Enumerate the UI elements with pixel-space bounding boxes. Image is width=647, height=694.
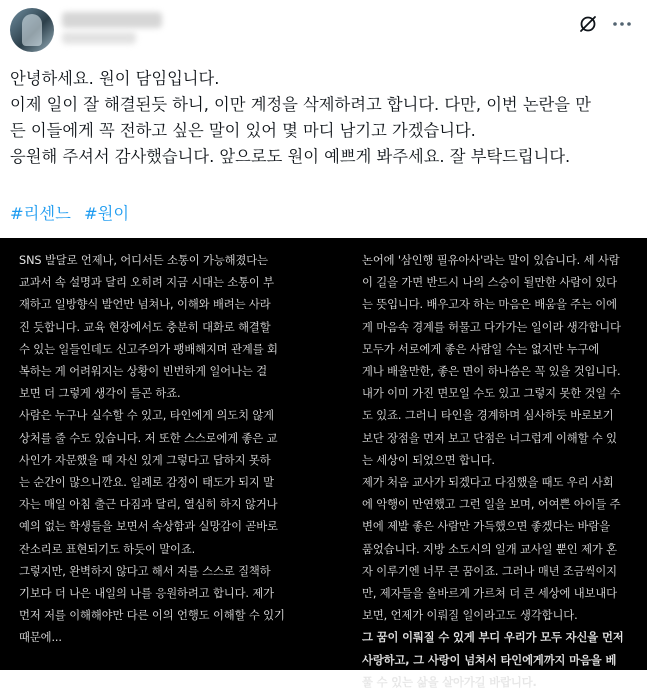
hashtags (10, 200, 137, 224)
more-icon[interactable] (610, 12, 634, 36)
handle-blurred[interactable] (62, 32, 136, 44)
letter-line: 만, 제자들을 올바르게 가르쳐 더 큰 세상에 내보내다 (362, 587, 617, 601)
letter-line: 때문에... (19, 631, 62, 645)
hashtag-link[interactable]: #리센느 (10, 204, 71, 223)
attached-letter-image[interactable] (0, 238, 647, 689)
tweet-text (10, 66, 640, 170)
letter-line: 사람은 누구나 실수할 수 있고, 타인에게 의도치 않게 (19, 409, 274, 423)
letter-line: 에 악행이 만연했고 그런 일을 보며, 어여쁜 아이들 주 (362, 498, 621, 512)
letter-line: 는 세상이 되었으면 합니다. (362, 453, 495, 467)
letter-line: 진 듯합니다. 교육 현장에서도 충분히 대화로 해결할 (19, 320, 271, 334)
letter-line: 자는 매일 아침 출근 다짐과 달리, 열심히 하지 않거나 (19, 498, 278, 512)
letter-line: 변에 제발 좋은 사람만 가득했으면 좋겠다는 바람을 (362, 520, 611, 534)
tweet-line: 든 이들에게 꼭 전하고 싶은 말이 있어 몇 마디 남기고 가겠습니다. (10, 121, 476, 140)
tweet-line: 이제 일이 잘 해결된듯 하니, 이만 계정을 삭제하려고 합니다. 다만, 이번 논란을 만 (10, 95, 591, 114)
letter-line: 사인가 자문했을 때 자신 있게 그렇다고 답하지 못하 (19, 453, 271, 467)
letter-line: 이 길을 가면 반드시 나의 스승이 될만한 사람이 있다 (362, 276, 617, 290)
letter-line: 기보다 더 나은 내일의 나를 응원하려고 합니다. 제가 (19, 587, 274, 601)
letter-line: 는 순간이 많으니깐요. 일례로 감정이 태도가 되지 말 (19, 476, 274, 490)
letter-line: 품었습니다. 지방 소도시의 일개 교사일 뿐인 제가 혼 (362, 542, 617, 556)
letter-left-column (19, 250, 319, 650)
hashtag-link[interactable]: #원이 (84, 204, 130, 223)
display-name-blurred[interactable] (62, 12, 162, 28)
letter-line: 내가 이미 가진 면모일 수도 있고 그렇지 못한 것일 수 (362, 387, 621, 401)
letter-line: 모두가 서로에게 좋은 사람일 수는 없지만 누구에 (362, 342, 600, 356)
letter-line: 복하는 게 어려워지는 상황이 빈번하게 일어나는 걸 (19, 365, 268, 379)
letter-line: 먼저 저를 이해해야만 다른 이의 언행도 이해할 수 있기 (19, 609, 285, 623)
letter-line: 보면 더 그렇게 생각이 들곤 하죠. (19, 387, 181, 401)
letter-line: SNS 발달로 언제나, 어디서든 소통이 가능해졌다는 (19, 254, 268, 267)
letter-line: 그렇지만, 완벽하지 않다고 해서 저를 스스로 질책하 (19, 564, 271, 578)
letter-line: 보면, 언제가 이뤄질 일이라고도 생각합니다. (362, 609, 578, 623)
letter-line: 수 있는 일들인데도 신고주의가 팽배해지며 관계를 회 (19, 342, 278, 356)
letter-line: 제가 처음 교사가 되겠다고 다짐했을 때도 우리 사회 (362, 476, 614, 490)
letter-line: 잔소리로 표현되기도 하듯이 말이죠. (19, 542, 196, 556)
letter-line: 게나 배울만한, 좋은 면이 하나씀은 꼭 있을 것입니다. (362, 365, 621, 379)
grok-icon[interactable] (578, 14, 598, 34)
letter-line: 보단 장점을 먼저 보고 단점은 너그럽게 이해할 수 있 (362, 431, 617, 445)
letter-line: 는 뜻입니다. 배우고자 하는 마음은 배움을 주는 이에 (362, 298, 617, 312)
letter-line: 상처를 줄 수도 있습니다. 저 또한 스스로에게 좋은 교 (19, 431, 278, 445)
letter-line: 재하고 일방향식 발언만 넘쳐나, 이해와 배려는 사라 (19, 298, 271, 312)
letter-line: 교과서 속 설명과 달리 오히려 지금 시대는 소통이 부 (19, 276, 274, 290)
letter-line: 자 이루기엔 너무 큰 꿈이죠. 그러나 매년 조금씩이지 (362, 564, 617, 578)
tweet-header (0, 0, 647, 70)
letter-line: 그 꿈이 이뤄질 수 있게 부디 우리가 모두 자신을 먼저 (362, 631, 624, 645)
tweet-line: 안녕하세요. 원이 담임입니다. (10, 69, 220, 88)
letter-right-column (362, 250, 634, 694)
avatar[interactable] (10, 8, 54, 52)
letter-line: 사랑하고, 그 사랑이 넘쳐서 타인에게까지 마음을 베 (362, 653, 617, 667)
letter-line: 도 있죠. 그러니 타인을 경계하며 심사하듯 바로보기 (362, 409, 614, 423)
letter-line: 예의 없는 학생들을 보면서 속상함과 실망감이 곧바로 (19, 520, 278, 534)
letter-line: 게 마음속 경계를 허물고 다가가는 일이라 생각합니다 (362, 320, 621, 334)
tweet-line: 응원해 주셔서 감사했습니다. 앞으로도 원이 예쁘게 봐주세요. 잘 부탁드립니다. (10, 147, 571, 166)
letter-line: 논어에 '삼인행 필유아사'라는 말이 있습니다. 세 사람 (362, 254, 620, 267)
letter-line: 풀 수 있는 삶을 살아가길 바랍니다. (362, 675, 537, 689)
